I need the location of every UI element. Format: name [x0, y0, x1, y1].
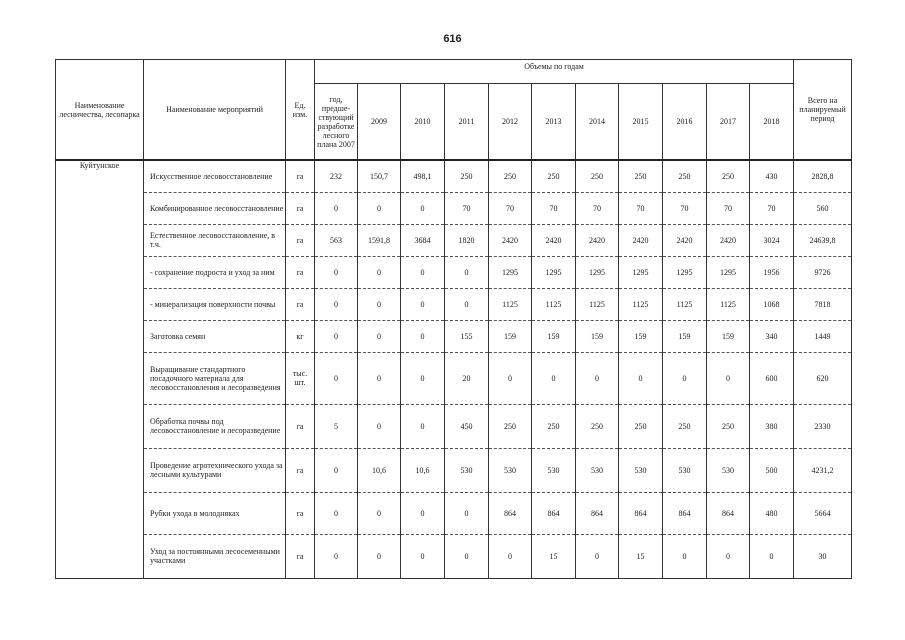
unit-cell: га [286, 192, 315, 224]
value-cell: 1295 [532, 256, 576, 288]
value-cell: 480 [750, 492, 794, 534]
value-cell: 250 [532, 160, 576, 192]
value-cell: 250 [576, 404, 619, 448]
table-row [56, 288, 852, 320]
activity-cell: Проведение агротехнического ухода за лесными культурами [144, 448, 286, 492]
value-cell: 250 [489, 404, 532, 448]
value-cell: 380 [750, 404, 794, 448]
value-cell: 3024 [750, 224, 794, 256]
value-cell: 1820 [445, 224, 489, 256]
value-cell: 150,7 [358, 160, 401, 192]
value-cell: 530 [663, 448, 707, 492]
value-cell: 0 [445, 288, 489, 320]
header-year: 2011 [445, 84, 489, 161]
value-cell: 70 [489, 192, 532, 224]
value-cell: 159 [489, 320, 532, 352]
table-row [56, 404, 852, 448]
value-cell: 10,6 [401, 448, 445, 492]
header-volumes-by-year: Объемы по годам [315, 60, 794, 84]
value-cell: 159 [576, 320, 619, 352]
value-cell: 0 [358, 288, 401, 320]
header-year: 2014 [576, 84, 619, 161]
total-cell: 560 [794, 192, 852, 224]
value-cell: 0 [401, 492, 445, 534]
value-cell: 0 [401, 352, 445, 404]
total-cell: 30 [794, 534, 852, 578]
value-cell: 0 [401, 288, 445, 320]
total-cell: 24639,8 [794, 224, 852, 256]
activity-cell: Выращивание стандартного посадочного материала для лесовосстановления и лесоразведения [144, 352, 286, 404]
value-cell: 250 [619, 160, 663, 192]
value-cell: 1125 [663, 288, 707, 320]
total-cell: 7818 [794, 288, 852, 320]
total-cell: 4231,2 [794, 448, 852, 492]
value-cell: 0 [358, 534, 401, 578]
value-cell: 600 [750, 352, 794, 404]
value-cell: 864 [489, 492, 532, 534]
header-year: 2013 [532, 84, 576, 161]
value-cell: 1125 [619, 288, 663, 320]
value-cell: 250 [576, 160, 619, 192]
total-cell: 9726 [794, 256, 852, 288]
value-cell: 0 [401, 320, 445, 352]
unit-cell: га [286, 224, 315, 256]
value-cell: 2420 [619, 224, 663, 256]
value-cell: 1068 [750, 288, 794, 320]
value-cell: 1956 [750, 256, 794, 288]
value-cell: 232 [315, 160, 358, 192]
value-cell: 1591,8 [358, 224, 401, 256]
unit-cell: га [286, 256, 315, 288]
value-cell: 250 [663, 404, 707, 448]
header-forestry: Наименование лесничества, лесопарка [56, 60, 144, 161]
table-row [56, 224, 852, 256]
header-year: 2016 [663, 84, 707, 161]
value-cell: 1125 [707, 288, 750, 320]
value-cell: 530 [576, 448, 619, 492]
value-cell: 159 [532, 320, 576, 352]
page-number: 616 [443, 33, 462, 45]
value-cell: 250 [619, 404, 663, 448]
unit-cell: га [286, 492, 315, 534]
value-cell: 450 [445, 404, 489, 448]
value-cell: 0 [619, 352, 663, 404]
value-cell: 0 [315, 320, 358, 352]
value-cell: 0 [315, 288, 358, 320]
header-unit: Ед. изм. [286, 60, 315, 161]
value-cell: 0 [489, 534, 532, 578]
value-cell: 864 [619, 492, 663, 534]
value-cell: 15 [532, 534, 576, 578]
value-cell: 1295 [707, 256, 750, 288]
total-cell: 620 [794, 352, 852, 404]
activity-cell: Естественное лесовосстановление, в т.ч. [144, 224, 286, 256]
activity-cell: Заготовка семян [144, 320, 286, 352]
value-cell: 70 [532, 192, 576, 224]
value-cell: 0 [315, 256, 358, 288]
value-cell: 0 [489, 352, 532, 404]
value-cell: 159 [707, 320, 750, 352]
value-cell: 0 [358, 256, 401, 288]
value-cell: 0 [576, 534, 619, 578]
value-cell: 0 [663, 534, 707, 578]
header-total: Всего на планируемый период [794, 60, 852, 161]
activity-cell: Уход за постоянными лесосеменными участками [144, 534, 286, 578]
value-cell: 0 [707, 352, 750, 404]
header-year: 2009 [358, 84, 401, 161]
value-cell: 0 [358, 404, 401, 448]
total-cell: 2828,8 [794, 160, 852, 192]
unit-cell: кг [286, 320, 315, 352]
table-row [56, 448, 852, 492]
value-cell: 70 [707, 192, 750, 224]
value-cell: 1295 [619, 256, 663, 288]
table-row [56, 492, 852, 534]
table-body [56, 160, 852, 578]
value-cell: 0 [576, 352, 619, 404]
value-cell: 864 [663, 492, 707, 534]
activity-cell: - сохранение подроста и уход за ним [144, 256, 286, 288]
value-cell: 0 [358, 192, 401, 224]
value-cell: 250 [532, 404, 576, 448]
value-cell: 15 [619, 534, 663, 578]
value-cell: 530 [532, 448, 576, 492]
value-cell: 0 [315, 534, 358, 578]
activity-cell: Искусственное лесовосстановление [144, 160, 286, 192]
unit-cell: га [286, 534, 315, 578]
value-cell: 0 [358, 320, 401, 352]
unit-cell: га [286, 288, 315, 320]
value-cell: 530 [489, 448, 532, 492]
table-row [56, 192, 852, 224]
table-row [56, 352, 852, 404]
value-cell: 0 [401, 192, 445, 224]
value-cell: 2420 [707, 224, 750, 256]
value-cell: 530 [707, 448, 750, 492]
table-row [56, 534, 852, 578]
value-cell: 70 [663, 192, 707, 224]
value-cell: 20 [445, 352, 489, 404]
value-cell: 1125 [489, 288, 532, 320]
value-cell: 5 [315, 404, 358, 448]
value-cell: 0 [445, 492, 489, 534]
value-cell: 0 [532, 352, 576, 404]
value-cell: 430 [750, 160, 794, 192]
forestry-name: Куйтунское [56, 160, 144, 578]
value-cell: 1295 [576, 256, 619, 288]
value-cell: 0 [358, 352, 401, 404]
value-cell: 70 [576, 192, 619, 224]
unit-cell: тыс. шт. [286, 352, 315, 404]
value-cell: 250 [489, 160, 532, 192]
table-row [56, 320, 852, 352]
total-cell: 1449 [794, 320, 852, 352]
value-cell: 864 [532, 492, 576, 534]
value-cell: 159 [619, 320, 663, 352]
value-cell: 340 [750, 320, 794, 352]
header-year: 2010 [401, 84, 445, 161]
activity-cell: Рубки ухода в молодняках [144, 492, 286, 534]
header-year: 2012 [489, 84, 532, 161]
value-cell: 250 [707, 404, 750, 448]
value-cell: 864 [576, 492, 619, 534]
value-cell: 2420 [576, 224, 619, 256]
value-cell: 3684 [401, 224, 445, 256]
value-cell: 563 [315, 224, 358, 256]
value-cell: 500 [750, 448, 794, 492]
value-cell: 0 [315, 352, 358, 404]
value-cell: 1125 [576, 288, 619, 320]
value-cell: 0 [663, 352, 707, 404]
unit-cell: га [286, 404, 315, 448]
value-cell: 250 [663, 160, 707, 192]
value-cell: 70 [445, 192, 489, 224]
value-cell: 530 [619, 448, 663, 492]
value-cell: 2420 [489, 224, 532, 256]
header-year: 2017 [707, 84, 750, 161]
forest-activities-table [55, 59, 852, 579]
value-cell: 1125 [532, 288, 576, 320]
value-cell: 0 [358, 492, 401, 534]
value-cell: 2420 [532, 224, 576, 256]
value-cell: 0 [315, 492, 358, 534]
value-cell: 0 [401, 256, 445, 288]
header-year: 2018 [750, 84, 794, 161]
activity-cell: - минерализация поверхности почвы [144, 288, 286, 320]
total-cell: 5664 [794, 492, 852, 534]
value-cell: 1295 [489, 256, 532, 288]
activity-cell: Комбинированное лесовосстановление [144, 192, 286, 224]
value-cell: 70 [619, 192, 663, 224]
value-cell: 0 [445, 256, 489, 288]
activity-cell: Обработка почвы под лесовосстановление и лесоразведение [144, 404, 286, 448]
value-cell: 0 [315, 192, 358, 224]
header-prev-year: год, предше-ствующий разработке лесного плана 2007 [315, 84, 358, 161]
table-row [56, 256, 852, 288]
header-activity: Наименование мероприятий [144, 60, 286, 161]
value-cell: 250 [445, 160, 489, 192]
value-cell: 1295 [663, 256, 707, 288]
unit-cell: га [286, 448, 315, 492]
value-cell: 0 [401, 404, 445, 448]
table-row [56, 160, 852, 192]
header-year: 2015 [619, 84, 663, 161]
value-cell: 159 [663, 320, 707, 352]
value-cell: 0 [401, 534, 445, 578]
value-cell: 70 [750, 192, 794, 224]
total-cell: 2330 [794, 404, 852, 448]
value-cell: 0 [750, 534, 794, 578]
value-cell: 155 [445, 320, 489, 352]
value-cell: 0 [315, 448, 358, 492]
value-cell: 864 [707, 492, 750, 534]
unit-cell: га [286, 160, 315, 192]
value-cell: 0 [707, 534, 750, 578]
value-cell: 498,1 [401, 160, 445, 192]
value-cell: 10,6 [358, 448, 401, 492]
value-cell: 530 [445, 448, 489, 492]
value-cell: 0 [445, 534, 489, 578]
value-cell: 2420 [663, 224, 707, 256]
value-cell: 250 [707, 160, 750, 192]
